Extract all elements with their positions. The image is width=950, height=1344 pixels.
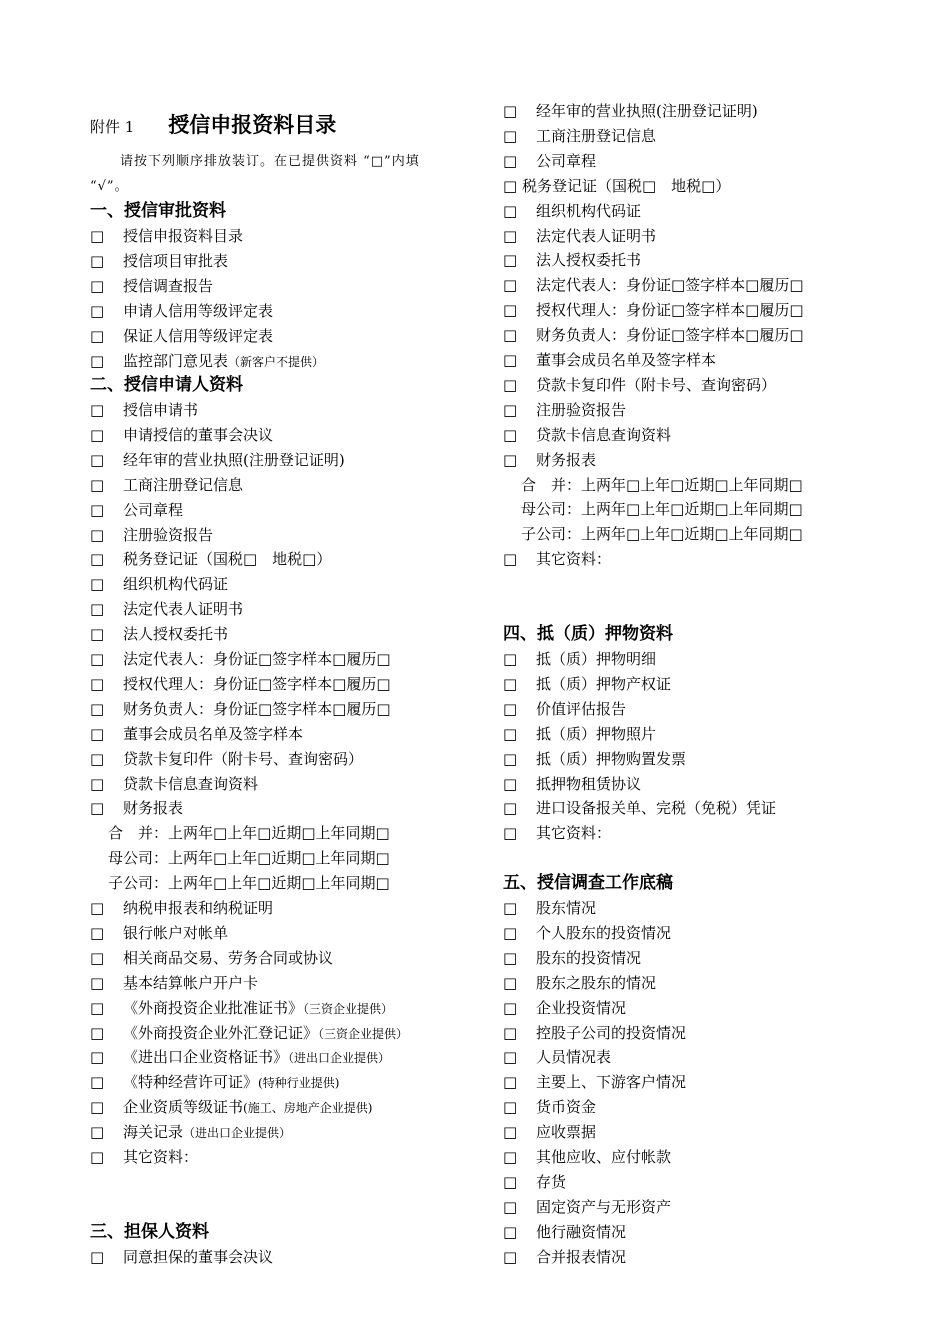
section-3-item [503,101,758,121]
item-label: 财务负责人：身份证□签字样本□履历□ [536,326,804,345]
financial-statement-line: 合 并：上两年□上年□近期□上年同期□ [108,824,390,843]
section-2-item [90,450,345,470]
item-label: 抵（质）押物购置发票 [536,749,687,768]
item-label: 人员情况表 [536,1048,612,1067]
item-label: 其它资料： [536,550,612,569]
item-label: 税务登记证（国税□ 地税□） [522,176,731,195]
section-3-other-item [503,549,611,569]
item-label: 同意担保的董事会决议 [123,1248,274,1266]
page-title: 授信申报资料目录 [168,113,337,137]
section-2-item [90,724,303,744]
checkbox[interactable]: □ [90,1248,105,1266]
section-5-item [503,998,626,1018]
section-5-item [503,1047,611,1067]
checkbox[interactable]: □ [503,1023,518,1042]
checkbox[interactable]: □ [503,126,518,145]
checkbox[interactable]: □ [503,674,518,693]
checkbox[interactable]: □ [90,227,105,245]
checkbox[interactable]: □ [90,425,105,444]
checkbox[interactable]: □ [90,1098,105,1117]
section-1-item [90,226,243,246]
checkbox[interactable]: □ [90,650,105,668]
item-label: 《外商投资企业外汇登记证》 [123,1023,319,1042]
section-5-item [503,948,641,968]
checkbox[interactable]: □ [90,899,105,917]
checkbox[interactable]: □ [90,351,105,370]
section-5-heading: 五、授信调查工作底稿 [503,873,673,893]
item-label: 授权代理人：身份证□签字样本□履历□ [123,674,391,693]
section-5-item [503,898,596,918]
section-3-item [503,151,596,171]
item-label: 控股子公司的投资情况 [536,1023,687,1042]
item-label: 贷款卡复印件（附卡号、查询密码） [536,375,777,394]
section-5-item [503,1147,671,1167]
item-label: 法定代表人证明书 [536,226,657,245]
item-label: 《特种经营许可证》 [123,1073,259,1092]
checkbox[interactable]: □ [503,948,518,967]
section-3-item [503,126,656,146]
checkbox[interactable]: □ [90,1123,105,1142]
checkbox[interactable]: □ [90,575,105,594]
checkbox[interactable]: □ [503,251,518,270]
checkbox[interactable]: □ [503,1197,518,1216]
checkbox[interactable]: □ [503,375,518,394]
financial-statement-line: 子公司：上两年□上年□近期□上年同期□ [108,874,390,893]
section-2-item [90,749,363,769]
item-label: 申请人信用等级评定表 [123,301,274,320]
item-label: 工商注册登记信息 [536,126,657,145]
item-label: 申请授信的董事会决议 [123,425,274,444]
checkbox[interactable]: □ [90,1023,105,1042]
section-3-item [503,226,656,246]
item-label: 货币资金 [536,1098,597,1117]
attachment-label: 附件 1 [90,118,135,136]
page-header [90,115,336,135]
checkbox[interactable]: □ [503,450,518,469]
checkbox[interactable]: □ [90,724,105,743]
item-label: 抵押物租赁协议 [536,774,642,793]
item-note: （三资企业提供） [303,1001,394,1016]
item-label: 贷款卡复印件（附卡号、查询密码） [123,749,364,768]
item-label: 法人授权委托书 [123,625,229,644]
section-3-item [503,400,626,420]
item-label: 公司章程 [123,500,184,519]
section-4-heading: 四、抵（质）押物资料 [503,624,673,644]
checkbox[interactable]: □ [503,550,518,569]
item-label: 组织机构代码证 [536,201,642,220]
item-label: 法定代表人证明书 [123,600,244,619]
section-5-item [503,1122,596,1142]
item-label: 贷款卡信息查询资料 [536,425,672,444]
section-4-item [503,774,641,794]
section-5-item [503,1097,596,1117]
checkbox[interactable]: □ [90,749,105,768]
section-5-item [503,1023,686,1043]
section-5-item [503,973,656,993]
item-label: 股东的投资情况 [536,948,642,967]
item-label: 其它资料： [123,1148,199,1166]
section-2-other-item [90,1147,198,1167]
section-3-heading: 三、担保人资料 [90,1222,209,1242]
checkbox[interactable]: □ [90,276,105,295]
item-label: 基本结算帐户开户卡 [123,973,259,992]
section-1-item [90,351,324,371]
section-2-item [90,649,391,669]
section-5-item [503,1247,626,1267]
section-2-item [90,1023,408,1043]
section-2-item [90,549,331,569]
item-label: 组织机构代码证 [123,575,229,594]
item-label: 授信项目审批表 [123,251,229,270]
item-note: （三资企业提供） [318,1026,409,1041]
section-4-item [503,724,656,744]
checkbox[interactable]: □ [90,699,105,718]
item-label: 财务负责人：身份证□签字样本□履历□ [123,699,391,718]
section-4-item [503,699,626,719]
section-3-item [503,425,671,445]
item-label: 价值评估报告 [536,699,627,718]
section-4-item [503,749,686,769]
checkbox[interactable]: □ [90,774,105,793]
section-2-item [90,674,391,694]
section-3-item [503,300,804,320]
item-label: 抵（质）押物照片 [536,724,657,743]
item-label: 法人授权委托书 [536,251,642,270]
checkbox[interactable]: □ [503,1222,518,1241]
section-4-item [503,674,671,694]
section-2-item [90,998,393,1018]
section-2-item [90,699,391,719]
item-label: 经年审的营业执照(注册登记证明) [536,102,758,120]
checkbox[interactable]: □ [503,749,518,768]
item-label: 公司章程 [536,151,597,170]
checkbox[interactable]: □ [503,1073,518,1092]
checkbox[interactable]: □ [90,500,105,519]
checkbox[interactable]: □ [503,973,518,992]
item-label: 税务登记证（国税□ 地税□） [123,550,332,569]
checkbox[interactable]: □ [90,973,105,992]
checkbox[interactable]: □ [90,326,105,345]
checkbox[interactable]: □ [503,998,518,1017]
item-label: 股东之股东的情况 [536,973,657,992]
checkbox[interactable]: □ [503,699,518,718]
checkbox[interactable]: □ [503,1098,518,1117]
checkbox[interactable]: □ [503,326,518,345]
checkbox[interactable]: □ [503,899,518,917]
item-label: 董事会成员名单及签字样本 [123,724,304,743]
checkbox[interactable]: □ [90,674,105,693]
item-label: 财务报表 [536,450,597,469]
item-label: 工商注册登记信息 [123,475,244,494]
checkbox[interactable]: □ [503,1148,518,1166]
checkbox[interactable]: □ [503,351,518,369]
item-note: (特种行业提供) [258,1076,340,1091]
section-5-item [503,1222,626,1242]
checkbox[interactable]: □ [503,425,518,444]
section-5-item [503,1072,686,1092]
checkbox[interactable]: □ [90,923,105,942]
financial-statement-line: 母公司：上两年□上年□近期□上年同期□ [108,849,390,868]
financial-statement-line: 合 并：上两年□上年□近期□上年同期□ [521,475,803,494]
section-2-item [90,425,273,445]
checkbox[interactable]: □ [503,799,518,818]
section-2-item [90,624,228,644]
item-label: 财务报表 [123,799,184,818]
section-2-item [90,400,198,420]
item-label: 进口设备报关单、完税（免税）凭证 [536,799,777,818]
checkbox[interactable]: □ [503,1123,518,1142]
item-label: 抵（质）押物产权证 [536,674,672,693]
checkbox[interactable]: □ [503,276,518,295]
item-label: 股东情况 [536,899,597,917]
checkbox[interactable]: □ [503,774,518,793]
checkbox[interactable]: □ [503,226,518,245]
section-5-item [503,923,671,943]
checkbox[interactable]: □ [503,1247,518,1266]
checkbox[interactable]: □ [90,799,105,818]
checkbox[interactable]: □ [90,251,105,270]
item-label: 其它资料： [536,824,612,843]
item-label: 他行融资情况 [536,1222,627,1241]
section-2-item [90,1072,339,1092]
section-3-item [503,275,804,295]
item-label: 监控部门意见表 [123,351,229,370]
item-label: 经年审的营业执照(注册登记证明) [123,450,345,469]
item-label: 海关记录 [123,1123,184,1142]
section-2-item [90,774,258,794]
item-label: 注册验资报告 [123,525,214,544]
section-3-item [503,201,641,221]
section-1-heading: 一、授信审批资料 [90,201,226,221]
item-label: 贷款卡信息查询资料 [123,774,259,793]
checkbox[interactable]: □ [90,625,105,644]
checkbox[interactable]: □ [90,475,105,494]
item-label: 合并报表情况 [536,1247,627,1266]
item-label: 《进出口企业资格证书》 [123,1048,289,1067]
item-label: 授权代理人：身份证□签字样本□履历□ [536,301,804,320]
section-3-item [503,350,716,370]
instruction-line-1: 请按下列顺序排放装订。在已提供资料 “□”内填 [120,154,420,169]
section-2-item [90,1097,372,1117]
item-label: 《外商投资企业批准证书》 [123,998,304,1017]
checkbox[interactable]: □ [503,724,518,743]
section-2-item [90,500,183,520]
item-label: 纳税申报表和纳税证明 [123,899,274,917]
section-3-item [503,250,641,270]
checkbox[interactable]: □ [90,1148,105,1166]
checkbox[interactable]: □ [90,550,105,569]
item-label: 存货 [536,1172,567,1191]
section-2-item [90,475,243,495]
checkbox[interactable]: □ [503,400,518,419]
item-note: (施工、房地产企业提供) [243,1101,373,1116]
financial-statement-line: 子公司：上两年□上年□近期□上年同期□ [521,525,803,544]
section-3-item [90,1247,273,1267]
section-2-item [90,1047,390,1067]
item-label: 抵（质）押物明细 [536,650,657,668]
section-4-item [503,798,776,818]
item-label: 主要上、下游客户情况 [536,1073,687,1092]
checkbox[interactable]: □ [90,998,105,1017]
checkbox[interactable]: □ [90,401,105,419]
checkbox[interactable]: □ [90,600,105,619]
item-label: 授信调查报告 [123,276,214,295]
instruction-line-2: “√”。 [90,179,129,194]
item-label: 固定资产与无形资产 [536,1197,672,1216]
section-1-item [90,326,273,346]
checkbox[interactable]: □ [90,450,105,469]
section-2-item [90,923,228,943]
section-3-item [503,450,596,470]
section-2-item [90,599,243,619]
checkbox[interactable]: □ [90,948,105,967]
checkbox[interactable]: □ [503,1172,518,1191]
item-label: 授信申报资料目录 [123,227,244,245]
section-1-item [90,251,228,271]
section-2-item [90,574,228,594]
item-note: （进出口企业提供） [183,1126,292,1141]
checkbox[interactable]: □ [503,151,518,170]
section-3-item [503,325,804,345]
checkbox[interactable]: □ [503,301,518,320]
checkbox[interactable]: □ [503,176,518,195]
financial-statement-line: 母公司：上两年□上年□近期□上年同期□ [521,500,803,519]
section-2-heading: 二、授信申请人资料 [90,375,243,395]
item-label: 授信申请书 [123,401,199,419]
checkbox[interactable]: □ [503,201,518,220]
section-4-item [503,823,611,843]
item-label: 法定代表人：身份证□签字样本□履历□ [536,276,804,295]
item-label: 保证人信用等级评定表 [123,326,274,345]
section-2-item [90,948,333,968]
section-3-item [503,375,776,395]
checkbox[interactable]: □ [503,102,518,120]
section-5-item [503,1172,566,1192]
checkbox[interactable]: □ [503,650,518,668]
checkbox[interactable]: □ [90,1048,105,1067]
section-4-item [503,649,656,669]
item-note: （进出口企业提供） [288,1051,391,1066]
checkbox[interactable]: □ [503,1048,518,1067]
checkbox[interactable]: □ [90,1073,105,1092]
item-label: 企业资质等级证书 [123,1098,244,1117]
item-label: 法定代表人：身份证□签字样本□履历□ [123,650,391,668]
section-2-item [90,898,273,918]
section-5-item [503,1197,671,1217]
checkbox[interactable]: □ [90,525,105,544]
item-label: 银行帐户对帐单 [123,923,229,942]
section-2-item [90,973,258,993]
section-3-item [503,176,730,196]
checkbox[interactable]: □ [503,824,518,843]
section-2-item [90,1122,291,1142]
checkbox[interactable]: □ [503,923,518,942]
section-1-item [90,301,273,321]
section-2-item [90,798,183,818]
item-label: 企业投资情况 [536,998,627,1017]
item-note: （新客户不提供） [228,354,325,369]
item-label: 相关商品交易、劳务合同或协议 [123,948,334,967]
item-label: 其他应收、应付帐款 [536,1148,672,1166]
item-label: 董事会成员名单及签字样本 [536,351,717,369]
section-1-item [90,276,213,296]
item-label: 注册验资报告 [536,400,627,419]
item-label: 个人股东的投资情况 [536,923,672,942]
checkbox[interactable]: □ [90,301,105,320]
item-label: 应收票据 [536,1123,597,1142]
section-2-item [90,525,213,545]
